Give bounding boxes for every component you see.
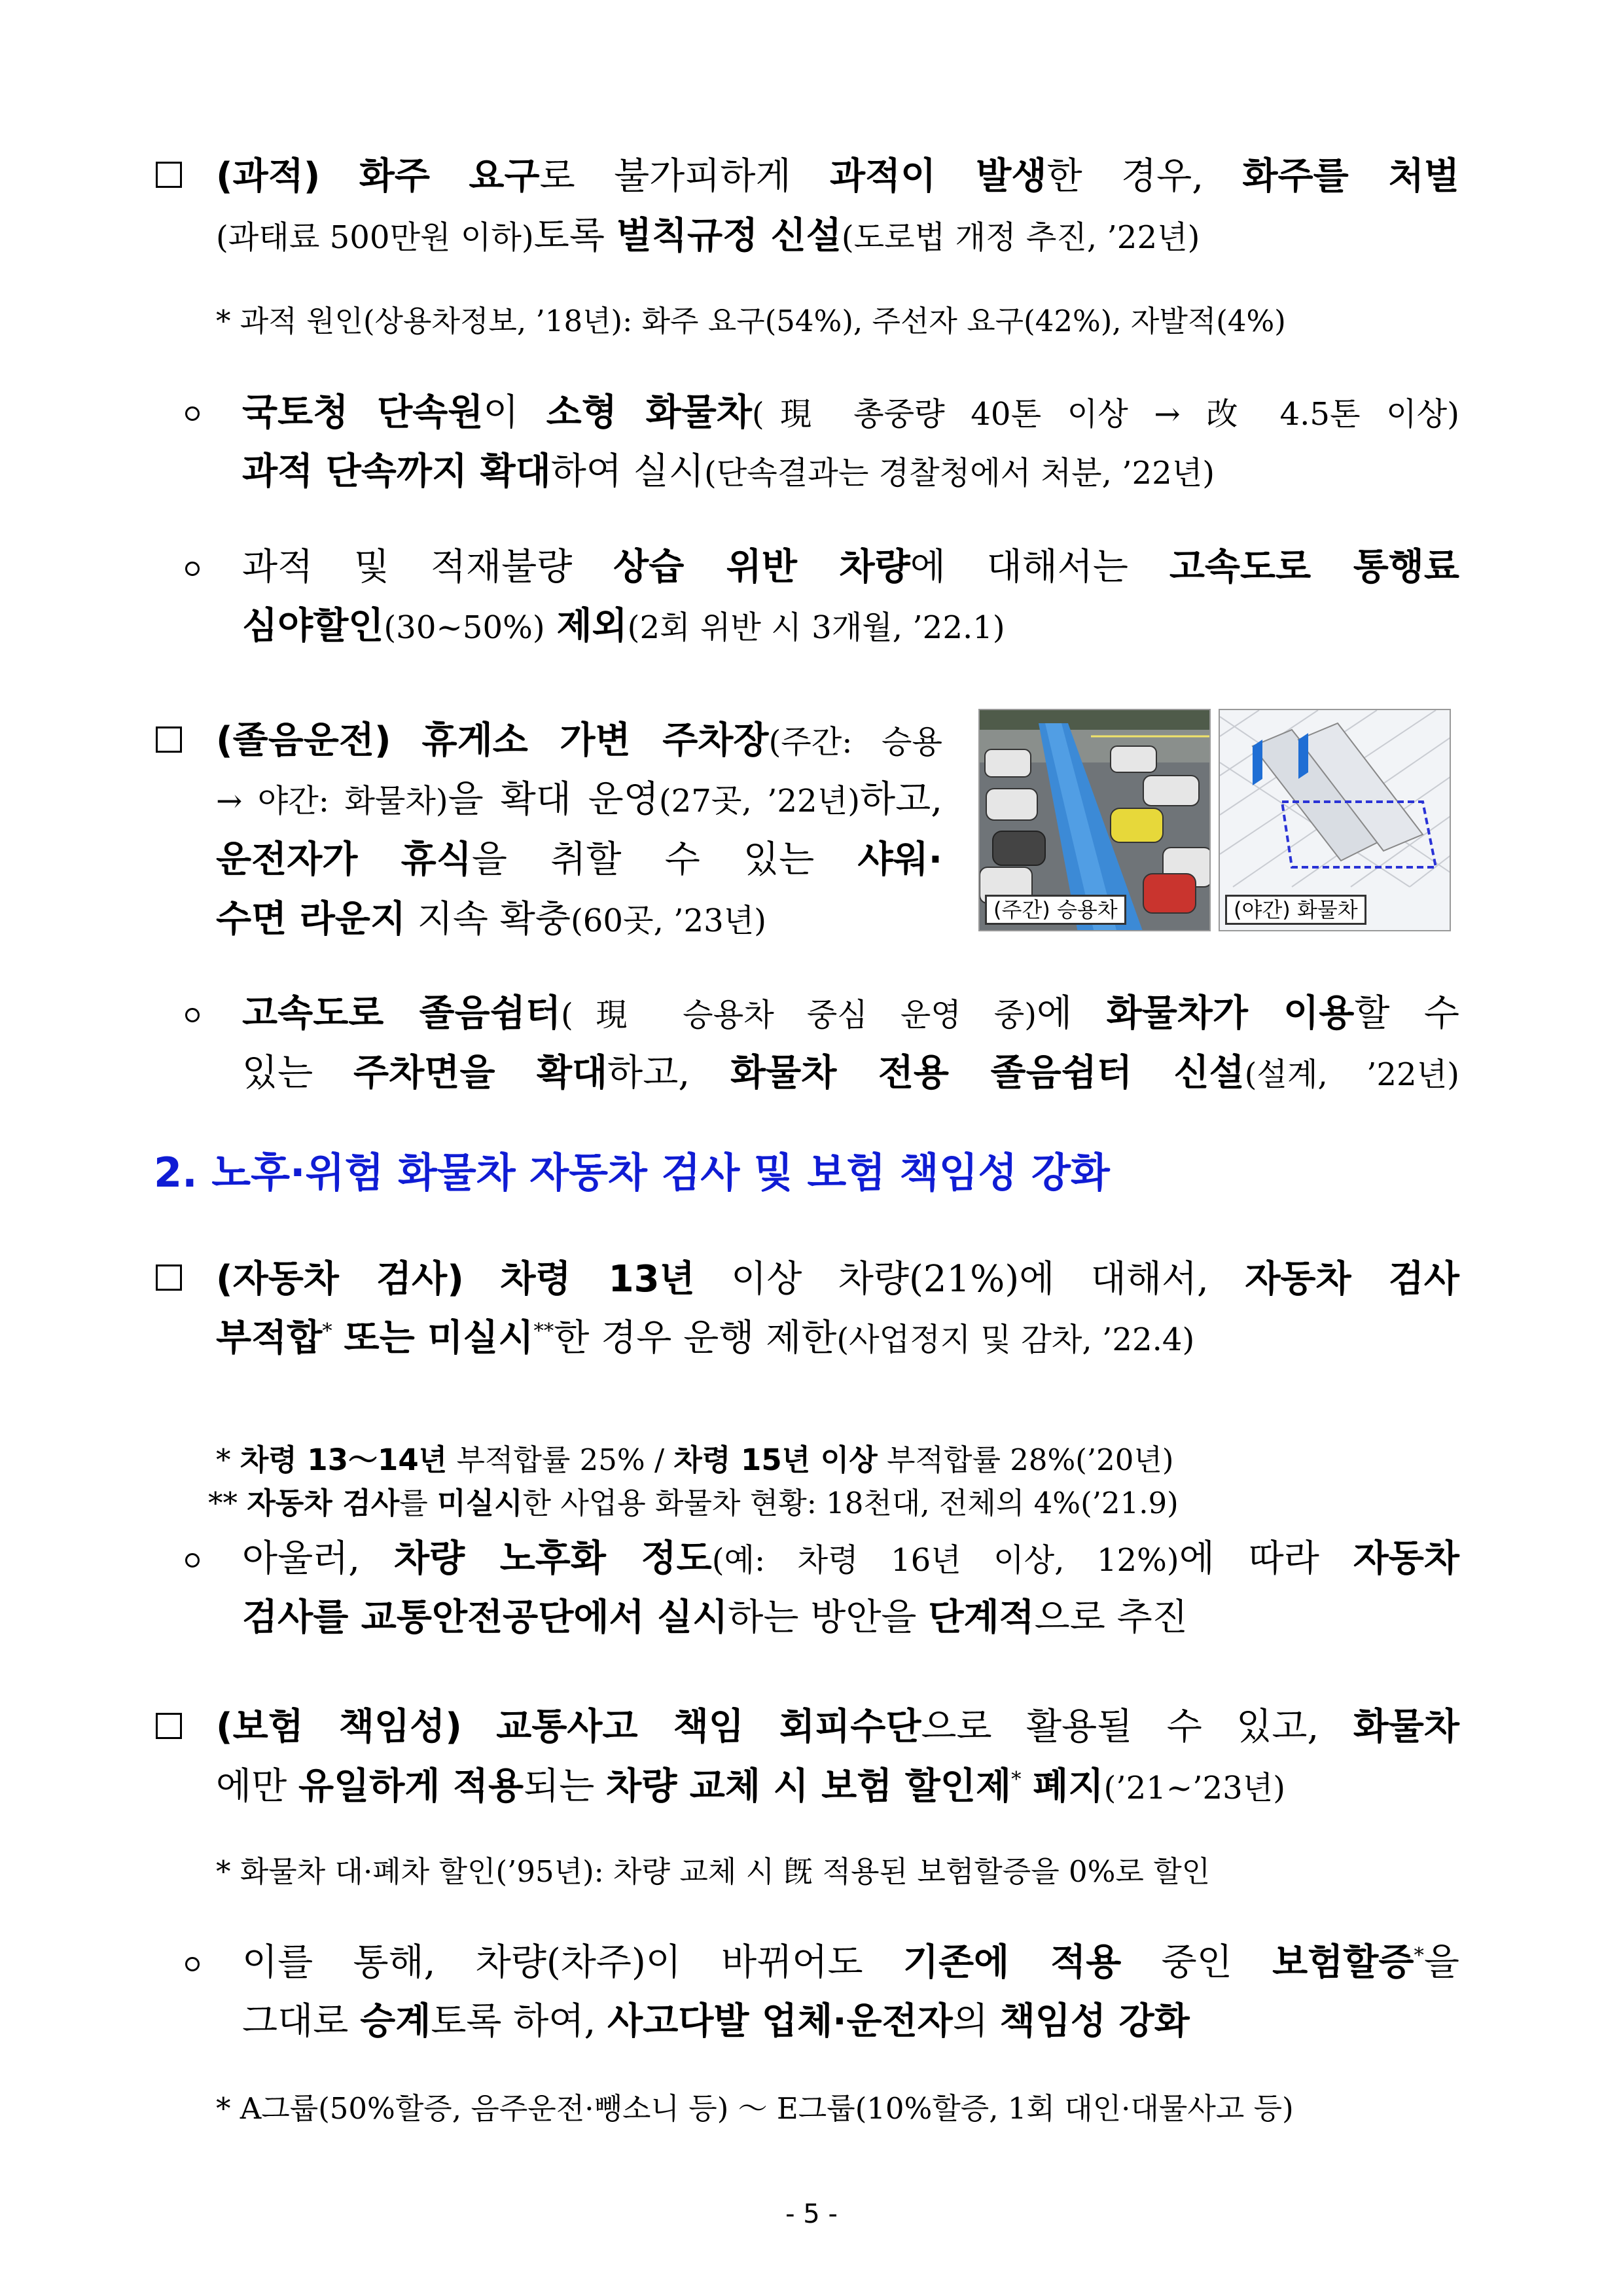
s3-line2: 부적합* 또는 미실시**한 경우 운행 제한(사업정지 및 감차, ’22.4) bbox=[216, 1317, 1195, 1359]
circle-bullet bbox=[185, 562, 200, 576]
circle-bullet bbox=[185, 1008, 200, 1022]
s1-o1-line2: 과적 단속까지 확대하여 실시(단속결과는 경찰청에서 처분, ’22년) bbox=[242, 450, 1215, 493]
nighttime-parking-diagram bbox=[1219, 709, 1451, 931]
s2-o1-line1: 고속도로 졸음쉼터(現 승용차 중심 운영 중)에 화물차가 이용할 수 bbox=[242, 992, 1459, 1035]
checkbox-square bbox=[156, 726, 182, 753]
s1-line2: (과태료 500만원 이하)토록 벌칙규정 신설(도로법 개정 추진, ’22년) bbox=[216, 215, 1200, 257]
s3-note2: ** 자동차 검사를 미실시한 사업용 화물차 현황: 18천대, 전체의 4%(’21.9) bbox=[208, 1486, 1179, 1520]
s4-o1-line2: 그대로 승계토록 하여, 사고다발 업체·운전자의 책임성 강화 bbox=[242, 2000, 1190, 2043]
page-number: - 5 - bbox=[785, 2199, 838, 2229]
s2-o1-line2: 있는 주차면을 확대하고, 화물차 전용 졸음쉼터 신설(설계, ’22년) bbox=[242, 1052, 1460, 1094]
s4-note2: * A그룹(50%할증, 음주운전·뺑소니 등) ～ E그룹(10%할증, 1회 대인·대물사고 등) bbox=[216, 2091, 1294, 2126]
s3-note1: * 차령 13～14년 부적합률 25% / 차령 15년 이상 부적합률 28%(’20년) bbox=[216, 1443, 1174, 1477]
s2-line2: → 야간: 화물차)을 확대 운영(27곳, ’22년)하고, bbox=[216, 778, 942, 821]
s1-line1: (과적) 화주 요구로 불가피하게 과적이 발생한 경우, 화주를 처벌 bbox=[216, 155, 1459, 198]
circle-bullet bbox=[185, 1553, 200, 1568]
checkbox-square bbox=[156, 1265, 182, 1291]
s4-o1-line1: 이를 통해, 차량(차주)이 바뀌어도 기존에 적용 중인 보험할증*을 bbox=[242, 1941, 1459, 1984]
s1-note: * 과적 원인(상용차정보, ’18년): 화주 요구(54%), 주선자 요구(42%), 자발적(4%) bbox=[216, 304, 1286, 338]
circle-bullet bbox=[185, 406, 200, 421]
s4-line1: (보험 책임성) 교통사고 책임 회피수단으로 활용될 수 있고, 화물차 bbox=[216, 1706, 1459, 1748]
circle-bullet bbox=[185, 1957, 200, 1971]
daytime-parking-photo bbox=[978, 709, 1211, 931]
daytime-caption: (주간) 승용차 bbox=[985, 895, 1126, 925]
s1-o2-line1: 과적 및 적재불량 상습 위반 차량에 대해서는 고속도로 통행료 bbox=[242, 546, 1459, 588]
s3-line1: (자동차 검사) 차령 13년 이상 차량(21%)에 대해서, 자동차 검사 bbox=[216, 1258, 1459, 1300]
section-heading: 2. 노후·위험 화물차 자동차 검사 및 보험 책임성 강화 bbox=[154, 1149, 1110, 1196]
s3-o1-line1: 아울러, 차량 노후화 정도(예: 차령 16년 이상, 12%)에 따라 자동차 bbox=[242, 1537, 1459, 1580]
s2-line4: 수면 라운지 지속 확충(60곳, ’23년) bbox=[216, 898, 767, 941]
s1-o1-line1: 국토청 단속원이 소형 화물차(現 총중량 40톤 이상 → 改 4.5톤 이상) bbox=[242, 391, 1459, 434]
s1-o2-line2: 심야할인(30~50%) 제외(2회 위반 시 3개월, ’22.1) bbox=[242, 605, 1005, 647]
s4-note: * 화물차 대·폐차 할인(’95년): 차량 교체 시 旣 적용된 보험할증을 0%로 할인 bbox=[216, 1854, 1211, 1889]
s2-line1: (졸음운전) 휴게소 가변 주차장(주간: 승용 bbox=[216, 719, 942, 762]
s2-line3: 운전자가 휴식을 취할 수 있는 샤워· bbox=[216, 838, 943, 881]
checkbox-square bbox=[156, 162, 182, 188]
s4-line2: 에만 유일하게 적용되는 차량 교체 시 보험 할인제* 폐지(’21~’23년) bbox=[216, 1765, 1286, 1808]
nighttime-caption: (야간) 화물차 bbox=[1225, 895, 1366, 925]
checkbox-square bbox=[156, 1713, 182, 1739]
s3-o1-line2: 검사를 교통안전공단에서 실시하는 방안을 단계적으로 추진 bbox=[242, 1596, 1188, 1639]
